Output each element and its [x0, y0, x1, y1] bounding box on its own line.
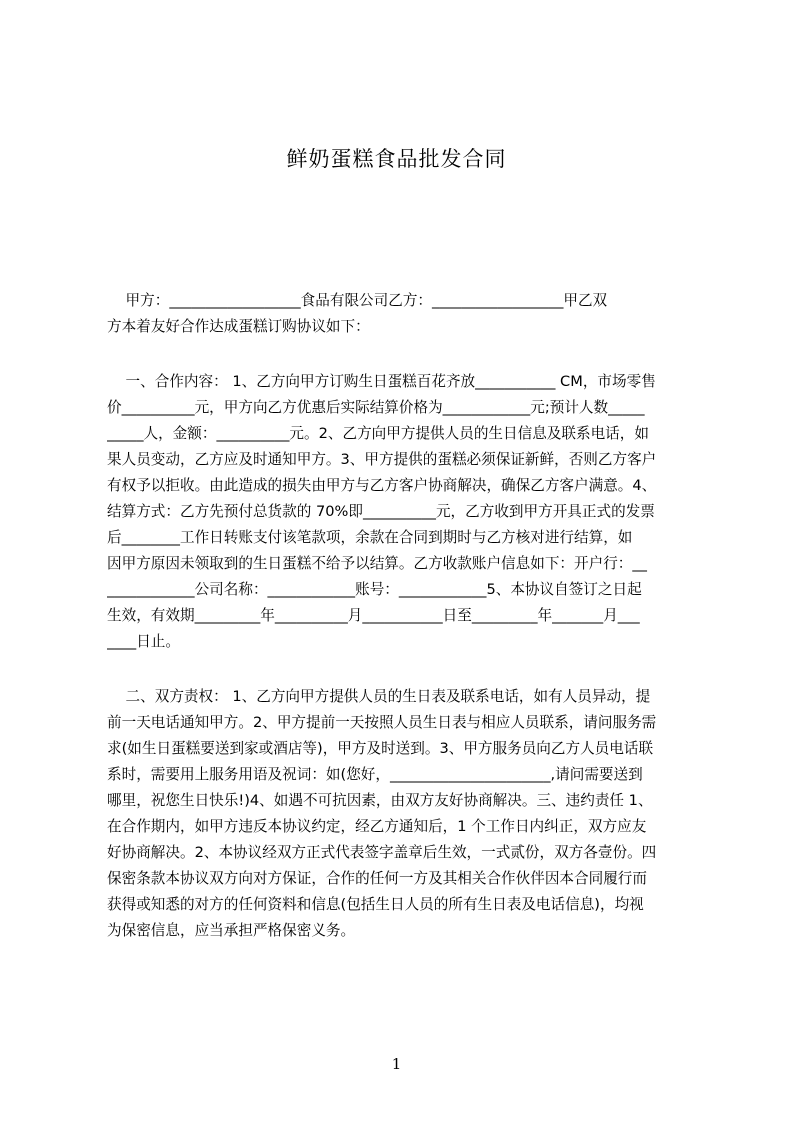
text-line: 生效，有效期_________年__________月___________日至_________年_______月___: [107, 607, 640, 624]
text-line: ____日止。: [107, 633, 180, 650]
text-line: 后________工作日转账支付该笔款项，余款在合同到期时与乙方核对进行结算，如: [107, 529, 633, 546]
text-line: 在合作期内，如甲方违反本协议约定，经乙方通知后，1 个工作日内纠正，双方应友: [107, 818, 647, 835]
text-line: 有权予以拒收。由此造成的损失由甲方与乙方客户协商解决，确保乙方客户满意。4、: [107, 477, 657, 494]
text-line: 系时，需要用上服务用语及祝词：如(您好，______________________,请问需要送到: [107, 766, 643, 783]
text-line: 因甲方原因未领取到的生日蛋糕不给予以结算。乙方收款账户信息如下：开户行：__: [107, 555, 647, 572]
text-line: _____人，金额：__________元。2、乙方向甲方提供人员的生日信息及联系电话，如: [107, 425, 649, 442]
text-line: 哪里，祝您生日快乐!)4、如遇不可抗因素，由双方友好协商解决。三、违约责任 1、: [107, 792, 653, 809]
text-line: 获得或知悉的对方的任何资料和信息(包括生日人员的所有生日表及电话信息)，均视: [107, 896, 644, 913]
text-line: 为保密信息，应当承担严格保密义务。: [107, 922, 356, 939]
text-line: 一、合作内容： 1、乙方向甲方订购生日蛋糕百花齐放___________ CM，市场零售: [107, 373, 656, 390]
text-line: 果人员变动，乙方应及时通知甲方。3、甲方提供的蛋糕必须保证新鲜，否则乙方客户: [107, 451, 657, 468]
text-line: ____________公司名称：____________账号：____________5、本协议自签订之日起: [107, 581, 642, 598]
text-line: 求(如生日蛋糕要送到家或酒店等)，甲方及时送到。3、甲方服务员向乙方人员电话联: [107, 740, 654, 757]
text-line: 二、双方责权： 1、乙方向甲方提供人员的生日表及联系电话，如有人员异动，提: [107, 688, 651, 705]
text-line: 结算方式：乙方先预付总货款的 70%即__________元，乙方收到甲方开具正式的发票: [107, 503, 655, 520]
text-line: 前一天电话通知甲方。2、甲方提前一天按照人员生日表与相应人员联系，请问服务需: [107, 714, 657, 731]
text-line: 甲方：__________________食品有限公司乙方：__________________甲乙双: [107, 292, 608, 309]
text-line: 方本着友好合作达成蛋糕订购协议如下：: [107, 318, 370, 335]
text-line: 价__________元，甲方向乙方优惠后实际结算价格为____________元;预计人数_____: [107, 399, 645, 416]
text-line: 好协商解决。2、本协议经双方正式代表签字盖章后生效，一式贰份，双方各壹份。四: [107, 844, 657, 861]
page-number: 1: [391, 1055, 402, 1073]
text-line: 保密条款本协议双方向对方保证，合作的任何一方及其相关合作伙伴因本合同履行而: [107, 870, 647, 887]
document-title: 鲜奶蛋糕食品批发合同: [286, 147, 507, 171]
